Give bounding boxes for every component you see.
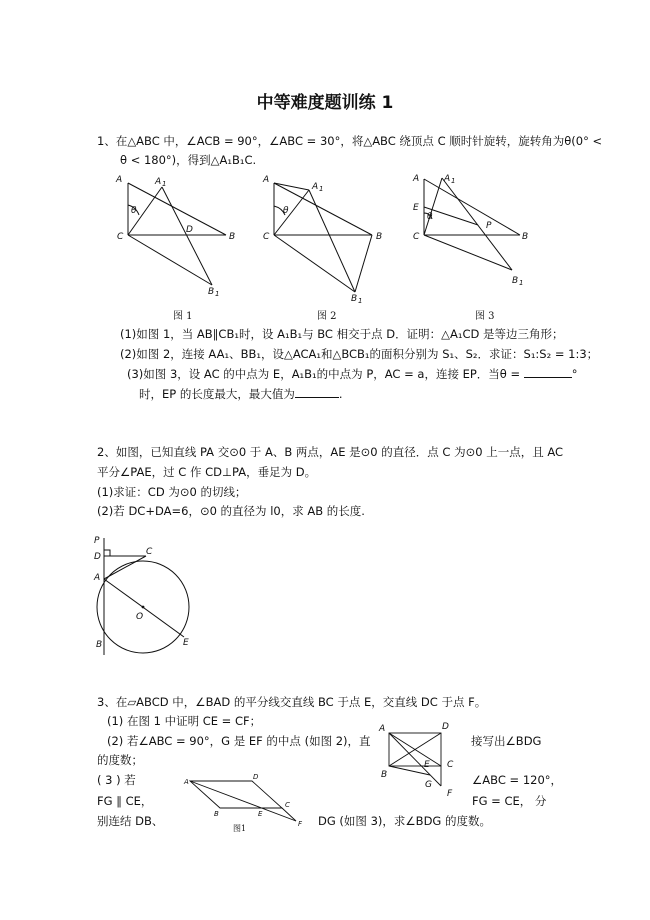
q1-fig3-label-C: C — [413, 232, 420, 242]
q1-fig1-label-theta: θ — [131, 206, 137, 216]
q3-part3-b: ∠ABC = 120°， — [472, 773, 563, 787]
q2-label-B: B — [96, 640, 103, 650]
q3-fig1-caption: 图1 — [233, 824, 247, 833]
q1-fig1-label-A: A — [116, 175, 123, 185]
q1-part1: (1)如图 1，当 AB∥CB₁时，设 A₁B₁与 BC 相交于点 D．证明：△A₁CD 是等边三角形； — [120, 327, 564, 341]
q1-part3-text-a: (3)如图 3，设 AC 的中点为 E，A₁B₁的中点为 P，AC = a，连接 EP．当θ = — [127, 367, 521, 381]
q3-part2-c: 的度数； — [97, 753, 143, 767]
q1-part3-degree: ° — [571, 367, 578, 381]
q3-part3-c: FG ∥ CE， — [97, 794, 153, 808]
q1-fig1-label-B1: B — [208, 287, 215, 297]
q1-part2: (2)如图 2，连接 AA₁、BB₁，设△ACA₁和△BCB₁的面积分别为 S₁、S₂．求证：S₁:S₂ = 1:3； — [120, 347, 599, 361]
q1-stem-line2: θ < 180°)，得到△A₁B₁C. — [120, 153, 257, 167]
q1-fig2-label-A: A — [263, 175, 270, 185]
q3-part3-f: DG (如图 3)，求∠BDG 的度数。 — [318, 814, 491, 828]
q3-fig1-label-D: D — [253, 773, 259, 781]
q1-part3-period: . — [338, 387, 343, 401]
figure-stroke — [190, 781, 282, 808]
q3-fig2-label-E: E — [424, 760, 430, 770]
q3-fig2-label-G: G — [425, 780, 432, 790]
q3-figure-2 — [389, 733, 441, 786]
q1-fig2-label-A1: A — [312, 182, 319, 192]
q3-figure-1 — [190, 781, 296, 821]
q1-fig3-label-B1: B — [512, 276, 519, 286]
q3-part3-d: FG = CE， 分 — [472, 794, 547, 808]
q3-fig2-label-D: D — [442, 722, 449, 732]
q1-fig1-label-C: C — [117, 232, 124, 242]
q2-line2: 平分∠PAE，过 C 作 CD⊥PA，垂足为 D。 — [97, 465, 317, 479]
q3-part1: (1) 在图 1 中证明 CE = CF； — [107, 714, 262, 728]
q1-caption-fig2: 图 2 — [317, 311, 337, 322]
q1-fig2-label-B1: B — [351, 294, 358, 304]
q1-fig1-label-B1-sub: 1 — [215, 290, 220, 298]
q1-part3-text-c: 时，EP 的长度最大，最大值为 — [139, 387, 295, 401]
q3-stem: 3、在▱ABCD 中，∠BAD 的平分线交直线 BC 于点 E，交直线 DC 于点 F。 — [97, 695, 487, 709]
q1-fig3-label-A1-sub: 1 — [451, 177, 456, 185]
q1-caption-fig1: 图 1 — [173, 311, 193, 322]
q2-label-A: A — [94, 573, 101, 583]
q2-label-D: D — [94, 552, 101, 562]
q1-fig3-label-E: E — [413, 203, 419, 213]
q1-fig1-label-D: D — [186, 225, 193, 235]
q3-fig1-label-F: F — [298, 820, 303, 828]
page-title: 中等难度题训练 1 — [256, 93, 394, 113]
q3-fig2-label-A: A — [379, 724, 386, 734]
q1-fig2-label-A1-sub: 1 — [319, 185, 324, 193]
q2-label-E: E — [183, 638, 189, 648]
q1-fig3-label-A1: A — [444, 174, 451, 184]
q1-fig3-label-P: P — [486, 221, 492, 231]
q1-fig1-label-A1-sub: 1 — [162, 180, 167, 188]
q1-fig2-label-C: C — [263, 232, 270, 242]
q3-fig1-label-B: B — [214, 810, 219, 818]
q3-part2-b: 接写出∠BDG — [471, 734, 542, 748]
q2-label-O: O — [136, 612, 144, 622]
q1-fig3-label-B: B — [522, 232, 529, 242]
q1-fig2-label-B1-sub: 1 — [358, 297, 363, 305]
q1-fig3-label-A: A — [413, 174, 420, 184]
q3-fig2-label-B: B — [381, 770, 388, 780]
q2-line1: 2、如图，已知直线 PA 交⊙0 于 A、B 两点，AE 是⊙0 的直径．点 C 为⊙0 上一点，且 AC — [97, 445, 564, 459]
q1-fig1-label-B: B — [229, 232, 236, 242]
q2-line3: (1)求证：CD 为⊙0 的切线； — [97, 485, 247, 499]
q1-fig1-label-A1: A — [155, 177, 162, 187]
figure-stroke — [389, 733, 441, 786]
q1-fig3-label-B1-sub: 1 — [519, 279, 524, 287]
q1-fig3-label-theta: θ — [427, 212, 433, 222]
q3-part2-a: (2) 若∠ABC = 90°，G 是 EF 的中点 (如图 2)，直 — [107, 734, 371, 748]
q1-stem-line1: 1、在△ABC 中，∠ACB = 90°，∠ABC = 30°，将△ABC 绕顶点 C 顺时针旋转，旋转角为θ(0° < — [97, 134, 603, 148]
q1-fig2-label-B: B — [376, 232, 383, 242]
q3-fig1-label-C: C — [285, 801, 290, 809]
figure-stroke — [282, 808, 296, 821]
q1-caption-fig3: 图 3 — [475, 311, 495, 322]
q2-label-P: P — [94, 536, 100, 546]
q3-part3-e: 别连结 DB、 — [97, 814, 164, 828]
q2-label-C: C — [146, 547, 153, 557]
q3-fig2-label-F: F — [447, 789, 453, 799]
q3-fig1-label-A: A — [184, 778, 189, 786]
q1-fig2-label-theta: θ — [283, 206, 289, 216]
figure-stroke — [190, 781, 296, 821]
q3-part3-a: ( 3 ) 若 — [97, 773, 136, 787]
q3-fig1-label-E: E — [258, 810, 263, 818]
q3-fig2-label-C: C — [447, 760, 454, 770]
q2-line4: (2)若 DC+DA=6，⊙0 的直径为 l0，求 AB 的长度. — [97, 504, 365, 518]
